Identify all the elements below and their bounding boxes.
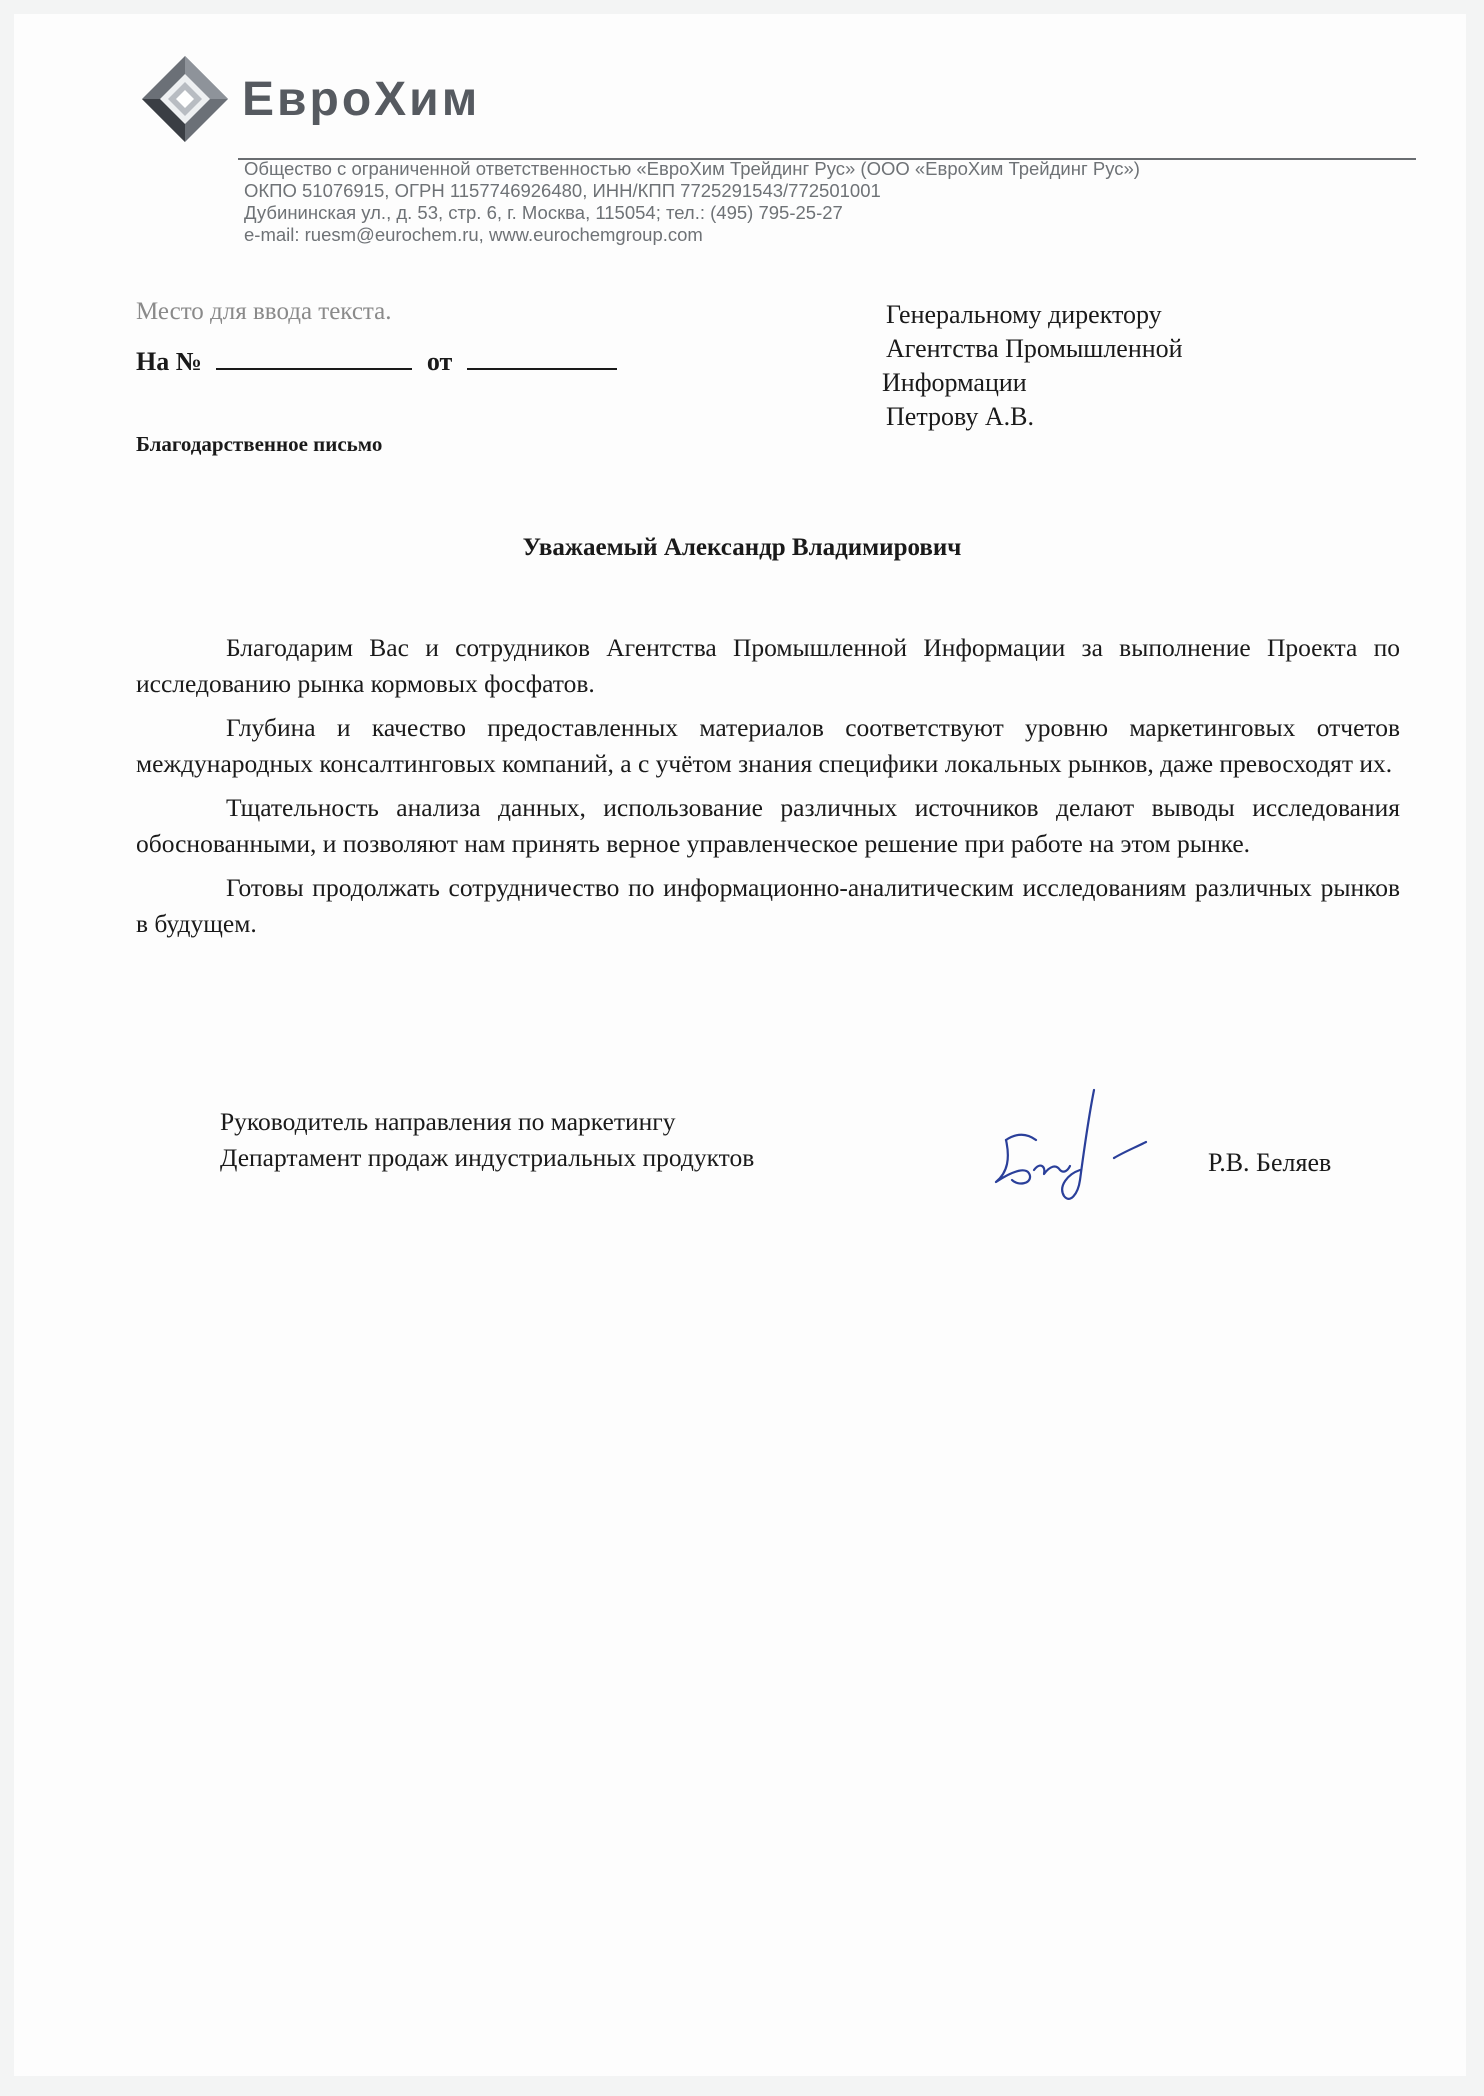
letter-subject: Благодарственное письмо [136,432,383,456]
company-registration-line: ОКПО 51076915, ОГРН 1157746926480, ИНН/КПП 7725291543/772501001 [244,180,881,201]
company-contacts-line: e-mail: ruesm@eurochem.ru, www.eurochemgroup.com [244,224,703,245]
body-paragraph: Глубина и качество предоставленных материалов соответствуют уровню маркетинговых отчетов международных консалтинговых компаний, а с учётом знания специфики локальных рынков, даже превосходят их. [136,713,1400,778]
company-name-line: Общество с ограниченной ответственностью «ЕвроХим Трейдинг Рус» (ООО «ЕвроХим Трейдинг Рус») [244,158,1140,179]
ref-number-label: На № [136,347,202,376]
logo-wordmark: ЕвроХим [242,72,481,126]
ref-date-blank [467,346,617,370]
recipient-line: Информации [882,368,1027,397]
company-logo [140,54,480,144]
recipient-block [882,298,1183,434]
company-address-line: Дубининская ул., д. 53, стр. 6, г. Москва, 115054; тел.: (495) 795-25-27 [244,202,843,223]
letter-body [136,630,1400,950]
recipient-line: Агентства Промышленной [886,334,1183,363]
body-paragraph: Благодарим Вас и сотрудников Агентства Промышленной Информации за выполнение Проекта по исследованию рынка кормовых фосфатов. [136,633,1400,698]
body-paragraph: Готовы продолжать сотрудничество по информационно-аналитическим исследованиям различных рынков в будущем. [136,873,1400,938]
ref-number-blank [216,346,412,370]
letter-greeting: Уважаемый Александр Владимирович [522,534,962,561]
signatory-title [220,1104,754,1176]
body-paragraph: Тщательность анализа данных, использование различных источников делают выводы исследования обоснованными, и позволяют нам принять верное управленческое решение при работе на этом рынке. [136,793,1400,858]
reference-line [136,346,617,377]
signatory-department: Департамент продаж индустриальных продуктов [220,1143,755,1172]
company-details [244,158,1140,246]
recipient-line: Петрову А.В. [886,402,1035,431]
ref-date-label: от [426,347,453,376]
eurochem-emblem-icon [140,54,230,144]
recipient-line: Генеральному директору [886,300,1162,329]
text-placeholder: Место для ввода текста. [136,298,392,325]
signatory-position: Руководитель направления по маркетингу [220,1107,676,1136]
signer-name: Р.В. Беляев [1208,1148,1332,1177]
handwritten-signature [984,1070,1184,1210]
